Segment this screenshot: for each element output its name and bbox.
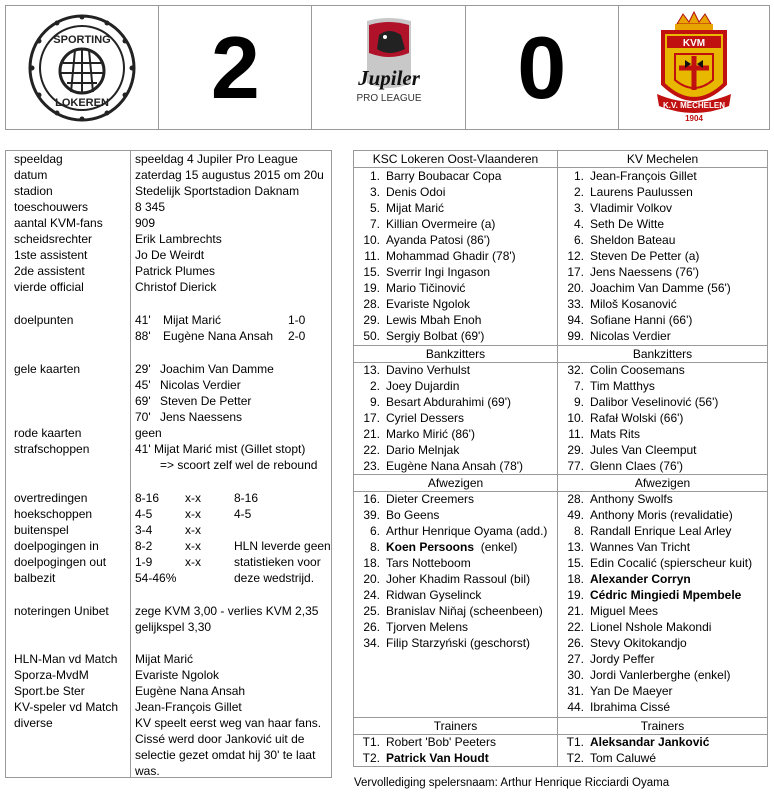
player-row — [560, 587, 741, 603]
match-info-panel — [5, 150, 332, 778]
player-name: Evariste Ngolok — [386, 297, 471, 311]
player-name: Cyriel Dessers — [386, 411, 465, 425]
player-row — [560, 734, 709, 750]
player-name: Steven De Petter (a) — [590, 249, 700, 263]
player-row — [356, 394, 511, 410]
player-number: 15. — [363, 265, 380, 279]
player-number: 15. — [567, 556, 584, 570]
home-score-cell — [159, 6, 312, 129]
trainers-header: Trainers Trainers — [354, 717, 767, 735]
player-name: Besart Abdurahimi (69') — [386, 395, 512, 409]
player-number: 28. — [567, 492, 584, 506]
player-number: 27. — [567, 652, 584, 666]
player-number: 26. — [567, 636, 584, 650]
team-header — [354, 151, 767, 168]
player-row — [560, 328, 671, 344]
home-team-name: KSC Lokeren Oost-Vlaanderen — [372, 152, 539, 166]
player-name: Bo Geens — [386, 508, 440, 522]
player-row — [356, 184, 445, 200]
info-row: 2de assistent Patrick Plumes — [14, 264, 216, 278]
player-number: 1. — [573, 169, 584, 183]
player-name: Arthur Henrique Oyama (add.) — [386, 524, 548, 538]
svg-text:K.V. MECHELEN: K.V. MECHELEN — [662, 101, 725, 110]
player-name: Nicolas Verdier — [590, 329, 671, 343]
player-number: T2. — [566, 751, 584, 765]
player-name: Mohammad Ghadir (78') — [386, 249, 516, 263]
player-name: Patrick Van Houdt — [386, 751, 489, 765]
player-number: T1. — [362, 735, 380, 749]
player-name: Robert 'Bob' Peeters — [386, 735, 496, 749]
lineup-table — [353, 150, 768, 767]
player-row — [560, 619, 711, 635]
stat-row: overtredingen 8-16 x-x 8-16 — [14, 491, 259, 505]
player-row — [356, 458, 523, 474]
player-number: 26. — [363, 620, 380, 634]
player-row — [560, 168, 697, 184]
player-number: 6. — [573, 233, 584, 247]
footnote: Vervollediging spelersnaam: Arthur Henrique Ricciardi Oyama — [354, 777, 670, 789]
player-name: Eugène Nana Ansah (78') — [386, 459, 524, 473]
player-row — [356, 442, 459, 458]
player-number: 33. — [567, 297, 584, 311]
player-name: Jules Van Cleemput — [590, 443, 697, 457]
info-row: speeldag speeldag 4 Jupiler Pro League — [14, 152, 298, 166]
player-number: 17. — [567, 265, 584, 279]
player-row — [560, 635, 687, 651]
yellow-card-row: 69' Steven De Petter — [135, 394, 252, 408]
svg-text:LOKEREN: LOKEREN — [55, 96, 109, 109]
player-row — [356, 216, 495, 232]
player-name: Joachim Van Damme (56') — [590, 281, 731, 295]
player-number: 18. — [363, 556, 380, 570]
yellow-card-row: gele kaarten 29' Joachim Van Damme — [14, 362, 274, 376]
lineup-divider — [557, 151, 558, 766]
player-name: Rafał Wolski (66') — [590, 411, 684, 425]
player-number: 32. — [567, 363, 584, 377]
award-row: Sport.be Ster Eugène Nana Ansah — [14, 684, 246, 698]
player-row — [560, 750, 656, 766]
player-row — [356, 426, 475, 442]
player-name: Tom Caluwé — [590, 751, 657, 765]
player-name: Miloš Kosanović — [590, 297, 677, 311]
svg-text:Jupiler: Jupiler — [357, 65, 420, 90]
player-number: 94. — [567, 313, 584, 327]
player-name: Cédric Mingiedi Mpembele — [590, 588, 742, 602]
player-row — [560, 248, 699, 264]
player-name: Jordi Vanlerberghe (enkel) — [590, 668, 731, 682]
player-name: Killian Overmeire (a) — [386, 217, 496, 231]
player-row — [356, 312, 481, 328]
svg-text:SPORTING: SPORTING — [53, 33, 111, 46]
player-name: Sheldon Bateau — [590, 233, 676, 247]
goal-row: 88' Eugène Nana Ansah 2-0 — [135, 329, 306, 343]
player-row — [356, 410, 464, 426]
player-name: Edin Cocalić (spierscheur kuit) — [590, 556, 753, 570]
player-row — [560, 232, 675, 248]
player-name: Sverrir Ingi Ingason — [386, 265, 491, 279]
away-score-cell — [466, 6, 619, 129]
away-logo-cell — [619, 6, 769, 129]
player-name: Branislav Niňaj (scheenbeen) — [386, 604, 543, 618]
stat-row: balbezit 54-46% deze wedstrijd. — [14, 571, 315, 585]
yellow-card-row: 70' Jens Naessens — [135, 410, 243, 424]
player-number: 3. — [369, 185, 380, 199]
player-name: Ayanda Patosi (86') — [386, 233, 491, 247]
player-row — [560, 312, 692, 328]
stat-row: hoekschoppen 4-5 x-x 4-5 — [14, 507, 252, 521]
player-name: Dario Melnjak — [386, 443, 460, 457]
player-row — [560, 603, 658, 619]
away-score: 0 — [517, 17, 567, 117]
home-logo-cell — [6, 6, 159, 129]
player-name: Tim Matthys — [590, 379, 655, 393]
player-row — [560, 200, 672, 216]
player-number: 77. — [567, 459, 584, 473]
absent-header: Afwezigen Afwezigen — [354, 474, 767, 492]
player-name: Stevy Okitokandjo — [590, 636, 687, 650]
player-name: Joey Dujardin — [386, 379, 460, 393]
player-name: Dalibor Veselinović (56') — [590, 395, 719, 409]
player-name: Glenn Claes (76') — [590, 459, 683, 473]
svg-text:KVM: KVM — [682, 38, 706, 49]
player-row — [356, 750, 489, 766]
info-row: stadion Stedelijk Sportstadion Daknam — [14, 184, 300, 198]
player-row — [356, 539, 517, 555]
award-row: KV-speler vd Match Jean-François Gillet — [14, 700, 242, 714]
player-row — [356, 362, 470, 378]
player-row — [356, 587, 481, 603]
player-row — [560, 651, 654, 667]
player-name: Marko Mirić (86') — [386, 427, 475, 441]
info-row: 1ste assistent Jo De Weirdt — [14, 248, 205, 262]
player-number: 11. — [568, 427, 584, 441]
player-number: 7. — [573, 379, 584, 393]
player-number: 21. — [567, 604, 584, 618]
player-number: 50. — [363, 329, 380, 343]
player-number: 99. — [567, 329, 584, 343]
player-name: Wannes Van Tricht — [590, 540, 691, 554]
player-row — [560, 555, 752, 571]
player-number: 9. — [573, 395, 584, 409]
player-number: 22. — [363, 443, 380, 457]
player-row — [356, 378, 459, 394]
player-number: 11. — [364, 249, 380, 263]
odds-row: gelijkspel 3,30 — [135, 620, 212, 634]
player-name: Barry Boubacar Copa — [386, 169, 502, 183]
player-row — [356, 264, 490, 280]
player-row — [560, 426, 640, 442]
player-number: 31. — [567, 684, 584, 698]
stat-row: buitenspel 3-4 x-x — [14, 523, 201, 537]
svg-text:1904: 1904 — [685, 114, 703, 123]
player-name: Joher Khadim Rassoul (bil) — [386, 572, 531, 586]
goals-label: doelpunten — [14, 313, 74, 327]
player-row — [560, 491, 673, 507]
player-name: Ibrahima Cissé — [590, 700, 671, 714]
player-name: Lewis Mbah Enoh — [386, 313, 482, 327]
player-number: 44. — [567, 700, 584, 714]
player-number: 13. — [567, 540, 584, 554]
player-row — [560, 394, 718, 410]
player-row — [560, 667, 731, 683]
player-row — [560, 571, 691, 587]
player-row — [560, 410, 683, 426]
player-name: Anthony Swolfs — [590, 492, 673, 506]
player-name: Miguel Mees — [590, 604, 659, 618]
award-row: HLN-Man vd Match Mijat Marić — [14, 652, 194, 666]
player-number: 29. — [567, 443, 584, 457]
diverse-row: selectie gezet omdat hij 30' te laat — [135, 748, 316, 762]
player-row — [356, 328, 484, 344]
stat-row: doelpogingen in 8-2 x-x HLN leverde geen — [14, 539, 331, 553]
player-number: 13. — [363, 363, 380, 377]
player-row — [560, 216, 664, 232]
player-row — [560, 264, 699, 280]
player-name: Alexander Corryn — [590, 572, 691, 586]
player-number: T1. — [566, 735, 584, 749]
player-row — [560, 699, 670, 715]
player-number: 28. — [363, 297, 380, 311]
penalty-row: strafschoppen 41' Mijat Marić mist (Gillet stopt) — [14, 442, 306, 456]
award-row: Sporza-MvdM Evariste Ngolok — [14, 668, 220, 682]
svg-text:PRO LEAGUE: PRO LEAGUE — [355, 92, 422, 104]
player-number: 39. — [363, 508, 380, 522]
player-row — [356, 168, 501, 184]
player-row — [560, 362, 685, 378]
player-number: 7. — [369, 217, 380, 231]
player-row — [356, 555, 471, 571]
goal-row: doelpunten 41' Mijat Marić 1-0 — [14, 313, 306, 327]
player-number: 20. — [363, 572, 380, 586]
player-row — [560, 280, 731, 296]
info-row: toeschouwers 8 345 — [14, 200, 166, 214]
player-name: Tjorven Melens — [386, 620, 469, 634]
player-name: Sofiane Hanni (66') — [590, 313, 693, 327]
player-name: Seth De Witte — [590, 217, 665, 231]
diverse-row: diverse KV speelt eerst weg van haar fans. — [14, 716, 322, 730]
home-score: 2 — [210, 17, 260, 117]
bench-header: Bankzitters Bankzitters — [354, 345, 767, 363]
player-number: 3. — [573, 201, 584, 215]
player-name: Denis Odoi — [386, 185, 446, 199]
player-name: Ridwan Gyselinck — [386, 588, 482, 602]
player-number: 49. — [567, 508, 584, 522]
player-number: 10. — [567, 411, 584, 425]
diverse-row: Cissé werd door Janković uit de — [135, 732, 305, 746]
player-number: 25. — [363, 604, 380, 618]
player-row — [560, 523, 731, 539]
player-name: Aleksandar Janković — [590, 735, 710, 749]
player-name: Sergiy Bolbat (69') — [386, 329, 485, 343]
info-row: aantal KVM-fans 909 — [14, 216, 156, 230]
player-row — [560, 442, 697, 458]
player-row — [356, 200, 444, 216]
player-name: Laurens Paulussen — [590, 185, 693, 199]
player-number: 22. — [567, 620, 584, 634]
player-number: 5. — [369, 201, 380, 215]
player-name: Vladimir Volkov — [590, 201, 673, 215]
player-row — [356, 280, 465, 296]
kv-mechelen-logo-icon — [649, 10, 739, 125]
sporting-lokeren-logo-icon — [27, 13, 137, 123]
player-number: 19. — [363, 281, 380, 295]
player-name: Mijat Marić — [386, 201, 445, 215]
player-name: Jens Naessens (76') — [590, 265, 700, 279]
player-row — [560, 507, 733, 523]
player-row — [560, 378, 655, 394]
odds-row: noteringen Unibet zege KVM 3,00 - verlies KVM 2,35 — [14, 604, 319, 618]
player-number: 34. — [363, 636, 380, 650]
player-row — [560, 296, 677, 312]
player-name: Davino Verhulst — [386, 363, 471, 377]
player-number: 2. — [573, 185, 584, 199]
player-number: 1. — [369, 169, 380, 183]
player-name: Jordy Peffer — [590, 652, 655, 666]
player-name: Koen Persoons — [386, 540, 475, 554]
player-name: Tars Notteboom — [386, 556, 471, 570]
player-row — [356, 603, 543, 619]
player-number: 6. — [369, 524, 380, 538]
player-name: Mats Rits — [590, 427, 641, 441]
player-row — [356, 491, 474, 507]
player-number: 16. — [363, 492, 380, 506]
player-number: 10. — [363, 233, 380, 247]
player-number: 9. — [369, 395, 380, 409]
player-number: T2. — [362, 751, 380, 765]
player-number: 4. — [573, 217, 584, 231]
player-number: 21. — [363, 427, 380, 441]
player-name: Dieter Creemers — [386, 492, 475, 506]
player-row — [356, 523, 547, 539]
player-row — [560, 539, 690, 555]
player-number: 8. — [573, 524, 584, 538]
player-name: Anthony Moris (revalidatie) — [590, 508, 733, 522]
player-number: 20. — [567, 281, 584, 295]
jupiler-pro-league-logo-icon — [339, 13, 439, 123]
away-team-name: KV Mechelen — [626, 152, 699, 166]
penalty-row: => scoort zelf wel de rebound — [160, 458, 318, 472]
player-row — [560, 683, 672, 699]
diverse-row: was. — [135, 764, 160, 778]
player-row — [356, 635, 530, 651]
player-row — [560, 458, 683, 474]
player-name: Jean-François Gillet — [590, 169, 697, 183]
player-number: 8. — [369, 540, 380, 554]
player-number: 19. — [567, 588, 584, 602]
stat-row: doelpogingen out 1-9 x-x statistieken voor — [14, 555, 321, 569]
info-row: datum zaterdag 15 augustus 2015 om 20u — [14, 168, 324, 182]
red-card-row: rode kaarten geen — [14, 426, 162, 440]
player-name: Filip Starzyński (geschorst) — [386, 636, 531, 650]
player-row — [356, 571, 530, 587]
player-name: Lionel Nshole Makondi — [590, 620, 712, 634]
player-row — [560, 184, 693, 200]
player-row — [356, 507, 439, 523]
yellow-card-row: 45' Nicolas Verdier — [135, 378, 241, 392]
yellow-cards-label: gele kaarten — [14, 362, 81, 376]
info-row: scheidsrechter Erik Lambrechts — [14, 232, 222, 246]
info-row: vierde official Christof Dierick — [14, 280, 217, 294]
match-header — [5, 5, 770, 130]
player-row — [356, 248, 516, 264]
player-note: (enkel) — [474, 540, 518, 554]
player-number: 17. — [363, 411, 380, 425]
player-name: Randall Enrique Leal Arley — [590, 524, 732, 538]
player-row — [356, 232, 490, 248]
player-number: 29. — [363, 313, 380, 327]
player-number: 2. — [369, 379, 380, 393]
player-row — [356, 296, 470, 312]
player-name: Colin Coosemans — [590, 363, 685, 377]
player-name: Yan De Maeyer — [590, 684, 673, 698]
player-number: 30. — [567, 668, 584, 682]
player-number: 23. — [363, 459, 380, 473]
player-number: 24. — [363, 588, 380, 602]
player-row — [356, 619, 468, 635]
player-row — [356, 734, 496, 750]
player-name: Mario Tičinović — [386, 281, 466, 295]
league-logo-cell — [312, 6, 465, 129]
player-number: 18. — [567, 572, 584, 586]
player-number: 12. — [567, 249, 584, 263]
